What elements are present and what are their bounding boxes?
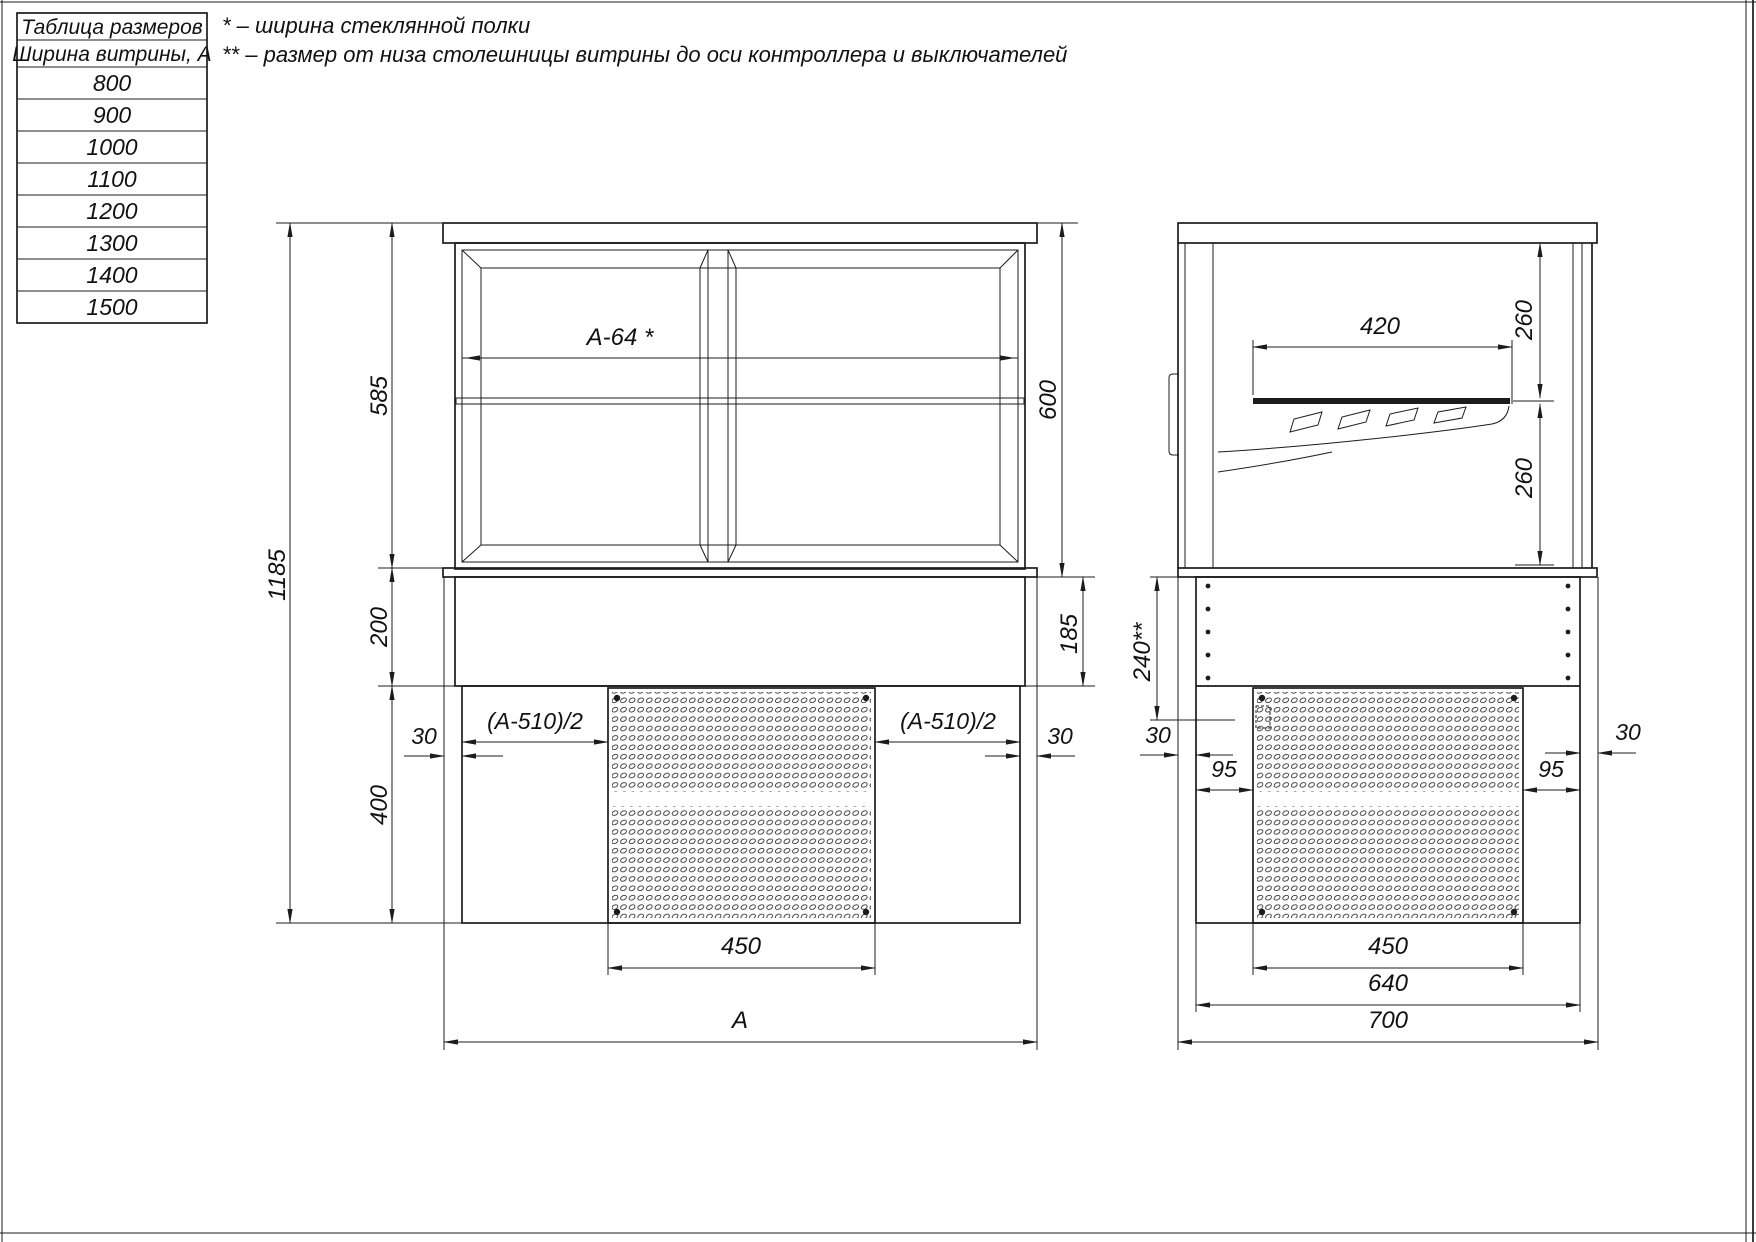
- dim-total-width: А: [731, 1007, 749, 1034]
- table-row: 1400: [86, 262, 138, 288]
- dim-vent-offset-left: (А-510)/2: [487, 708, 583, 734]
- table-row: 1200: [86, 198, 138, 224]
- dim-260-top: 260: [1511, 299, 1538, 341]
- note-glass-shelf: * – ширина стеклянной полки: [222, 13, 531, 38]
- side-shelf: [1253, 398, 1510, 404]
- side-vent-panel: [1253, 688, 1523, 923]
- front-view: [264, 223, 1095, 1050]
- dim-glass-height-right: 600: [1035, 379, 1062, 421]
- side-counter-screws: [1206, 584, 1571, 681]
- screw-dot: [863, 695, 869, 701]
- dim-shelf-depth: 420: [1359, 313, 1401, 340]
- screw-dot: [614, 909, 620, 915]
- dim-controller-axis: 240**: [1129, 622, 1156, 682]
- table-row: 1300: [86, 230, 138, 256]
- dim-body-depth: 640: [1367, 970, 1409, 997]
- dim-vent-width: 450: [720, 933, 762, 960]
- side-top-band: [1178, 223, 1597, 243]
- dim-vent-offset-right: (А-510)/2: [900, 708, 996, 734]
- front-top-band: [443, 223, 1037, 243]
- size-table: [12, 13, 211, 323]
- table-subtitle: Ширина витрины, А: [12, 43, 212, 66]
- dim-glass-height: 585: [366, 375, 393, 417]
- screw-dot: [1259, 695, 1265, 701]
- front-vent-panel: [608, 688, 875, 923]
- dim-overall-height: 1185: [264, 549, 291, 601]
- table-title: Таблица размеров: [21, 16, 203, 39]
- dim-vent-offset-left: 95: [1211, 756, 1237, 782]
- side-shelf-bracket: [1218, 406, 1509, 472]
- table-row: 1000: [86, 134, 138, 160]
- table-row: 800: [92, 70, 132, 96]
- dim-side-offset-right: 30: [1047, 723, 1073, 749]
- dim-total-depth: 700: [1367, 1007, 1409, 1034]
- side-counter-lip: [1178, 568, 1597, 577]
- screw-dot: [1511, 695, 1517, 701]
- note-controller-axis: ** – размер от низа столешницы витрины до оси контроллера и выключателей: [222, 42, 1068, 67]
- screw-dot: [614, 695, 620, 701]
- front-counter-body: [455, 577, 1025, 686]
- dim-vent-width: 450: [1367, 933, 1409, 960]
- table-row: 900: [92, 102, 132, 128]
- table-row: 1500: [86, 294, 138, 320]
- dim-shelf-width-label: А-64 *: [586, 324, 654, 351]
- table-row: 1100: [87, 166, 137, 192]
- notes: [222, 13, 1067, 67]
- dim-counter-height: 200: [366, 606, 393, 648]
- dim-side-offset-left: 30: [1145, 722, 1171, 748]
- dim-side-offset-left: 30: [411, 723, 437, 749]
- dim-260-bottom: 260: [1511, 457, 1538, 499]
- dim-counter-band: 185: [1056, 613, 1083, 655]
- dim-side-offset-right: 30: [1615, 719, 1641, 745]
- screw-dot: [1511, 909, 1517, 915]
- screw-dot: [1259, 909, 1265, 915]
- front-glass-box: [455, 243, 1025, 569]
- front-door-divider: [700, 250, 736, 562]
- side-view: [1129, 223, 1641, 1050]
- screw-dot: [863, 909, 869, 915]
- dim-base-height: 400: [366, 784, 393, 826]
- dim-vent-offset-right: 95: [1538, 756, 1564, 782]
